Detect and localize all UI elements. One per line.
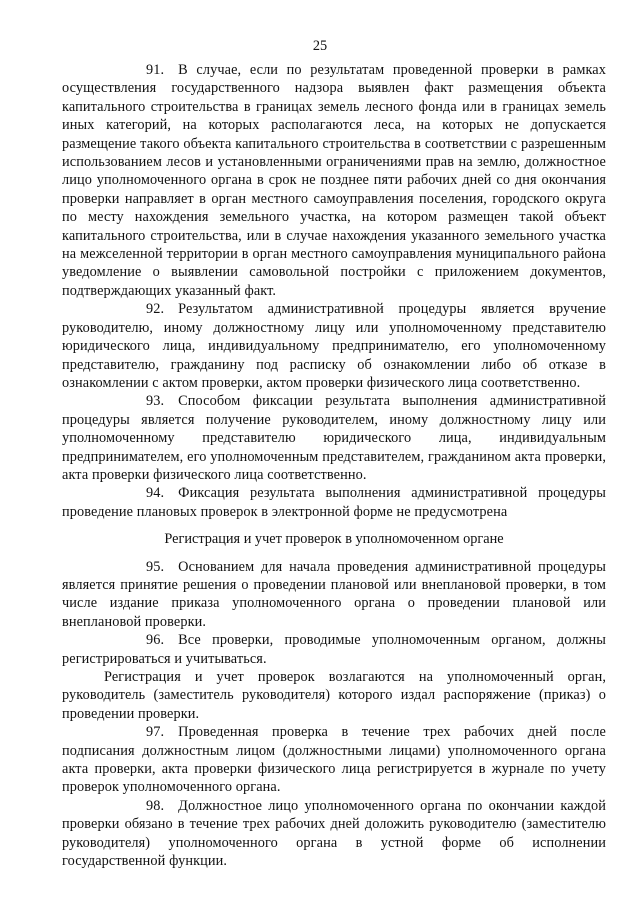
paragraph-98: [62, 797, 606, 871]
paragraph-text: Результатом административной процедуры является вручение руководителю, иному должностному лицу или уполномоченному представителю юридического лица, индивидуальному предпринимателю, его уполномоченному представителю, гражданину под расписку об ознакомлении либо об отказе в ознакомлении с актом проверки, актом проверки физического лица соответственно.: [62, 301, 606, 391]
paragraph-text: Все проверки, проводимые уполномоченным органом, должны регистрироваться и учитываться.: [62, 632, 606, 667]
paragraph-number: 94.: [146, 485, 165, 502]
paragraph-96: [62, 631, 606, 668]
paragraph-text: В случае, если по результатам проведенной проверки в рамках осуществления государственного надзора выявлен факт размещения объекта капитального строительства в границах земель лесного фонда или в границах земель иных категорий, на которых располагаются леса, на которых не допускается размещение такого объекта капитального строительства в соответствии с разрешенным использованием лесов и установленными ограничениями прав на землю, должностное лицо уполномоченного органа в срок не позднее пяти рабочих дней со дня окончания проверки направляет в орган местного самоуправления поселения, городского округа по месту нахождения земельного участка, на котором размещен такой объект капитального строительства, или в случае нахождения указанного земельного участка на межселенной территории в орган местного самоуправления муниципального района уведомление о выявлении самовольной постройки с приложением документов, подтверждающих указанный факт.: [62, 62, 606, 299]
paragraph-number: 96.: [146, 632, 165, 649]
page-number: 25: [312, 38, 328, 54]
paragraph-97: [62, 723, 606, 797]
paragraph-text: Способом фиксации результата выполнения административной процедуры является получение руководителем, иному должностному лицу или уполномоченному представителю юридического лица, индивидуальным предпринимателем, его уполномоченным представителем, гражданином акта проверки, акта проверки физического лица соответственно.: [62, 393, 606, 483]
paragraph-number: 97.: [146, 724, 165, 741]
paragraph-number: 92.: [146, 301, 165, 318]
paragraph-92: [62, 300, 606, 392]
paragraph-95: [62, 558, 606, 632]
paragraph-text: Регистрация и учет проверок возлагаются на уполномоченный орган, руководитель (заместитель руководителя) которого издал распоряжение (приказ) о проведении проверки.: [62, 669, 606, 722]
document-body: [62, 61, 606, 870]
paragraph-text: Фиксация результата выполнения административной процедуры проведение плановых проверок в электронной форме не предусмотрена: [62, 485, 606, 520]
section-heading: Регистрация и учет проверок в уполномоченном органе: [164, 531, 504, 548]
paragraph-number: 93.: [146, 393, 165, 410]
paragraph-94: [62, 484, 606, 521]
paragraph-93: [62, 392, 606, 484]
paragraph-text: Основанием для начала проведения административной процедуры является принятие решения о проведении плановой или внеплановой проверки, в том числе издание приказа уполномоченного органа о проведении плановой или внеплановой проверки.: [62, 558, 606, 630]
paragraph-number: 95.: [146, 558, 165, 575]
paragraph-text: Должностное лицо уполномоченного органа по окончании каждой проверки обязано в течение трех рабочих дней доложить руководителю (заместителю руководителя) уполномоченного органа в устной форме об исполнении государственной функции.: [62, 797, 606, 870]
paragraph-96-continued: [62, 668, 606, 723]
paragraph-91: [62, 61, 606, 300]
paragraph-number: 91.: [146, 62, 165, 78]
paragraph-number: 98.: [146, 797, 165, 814]
paragraph-text: Проведенная проверка в течение трех рабочих дней после подписания должностным лицом (должностными лицами) уполномоченного органа акта проверки, акта проверки физического лица регистрируется в журнале по учету проверок уполномоченного органа.: [62, 724, 606, 796]
